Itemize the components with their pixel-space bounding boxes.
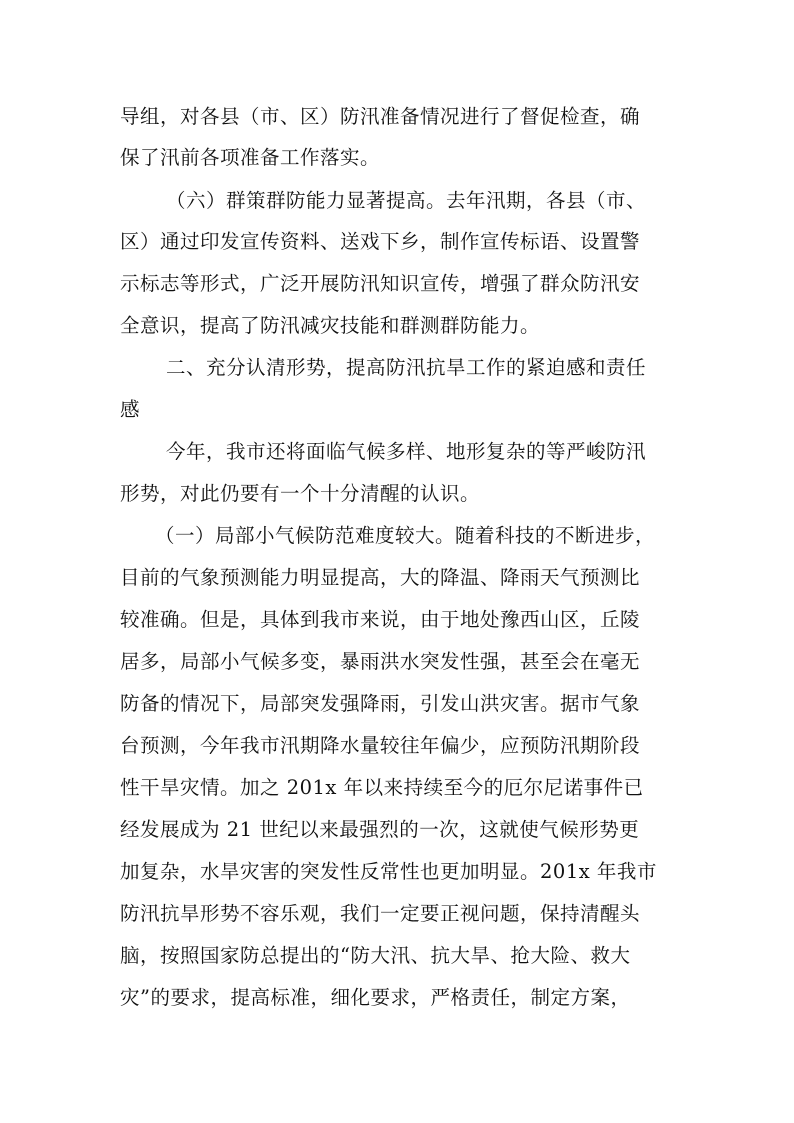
text-line: 防备的情况下，局部突发强降雨，引发山洪灾害。据市气象 — [120, 692, 641, 715]
text-line: 台预测，今年我市汛期降水量较往年偏少，应预防汛期阶段 — [120, 734, 641, 757]
text-line: 性干旱灾情。加之 201x 年以来持续至今的厄尔尼诺事件已 — [120, 776, 644, 799]
text-line: （六）群策群防能力显著提高。去年汛期，各县（市、 — [166, 189, 647, 212]
text-line: 全意识，提高了防汛减灾技能和群测群防能力。 — [120, 314, 541, 337]
text-line: 形势，对此仍要有一个十分清醒的认识。 — [120, 482, 481, 505]
text-line: 示标志等形式，广泛开展防汛知识宣传，增强了群众防汛安 — [120, 272, 641, 295]
text-line: 灾”的要求，提高标准，细化要求，严格责任，制定方案， — [120, 986, 631, 1009]
text-line: 加复杂，水旱灾害的突发性反常性也更加明显。201x 年我市 — [120, 860, 657, 883]
text-line: 防汛抗旱形势不容乐观，我们一定要正视问题，保持清醒头 — [120, 902, 641, 925]
text-line: 居多，局部小气候多变，暴雨洪水突发性强，甚至会在毫无 — [120, 650, 641, 673]
text-line: 经发展成为 21 世纪以来最强烈的一次，这就使气候形势更 — [120, 818, 640, 841]
text-line: 导组，对各县（市、区）防汛准备情况进行了督促检查，确 — [120, 105, 641, 128]
section-heading-continued: 感 — [120, 398, 141, 421]
text-line: 保了汛前各项准备工作落实。 — [120, 146, 381, 169]
text-line: 脑，按照国家防总提出的“防大汛、抗大旱、抢大险、救大 — [120, 944, 631, 967]
text-line: （一）局部小气候防范难度较大。随着科技的不断进步， — [155, 524, 656, 547]
text-line: 区）通过印发宣传资料、送戏下乡，制作宣传标语、设置警 — [120, 230, 641, 253]
text-line: 今年，我市还将面临气候多样、地形复杂的等严峻防汛 — [166, 440, 647, 463]
text-line: 目前的气象预测能力明显提高，大的降温、降雨天气预测比 — [120, 566, 641, 589]
text-line: 较准确。但是，具体到我市来说，由于地处豫西山区，丘陵 — [120, 608, 641, 631]
section-heading: 二、充分认清形势，提高防汛抗旱工作的紧迫感和责任 — [166, 356, 647, 379]
